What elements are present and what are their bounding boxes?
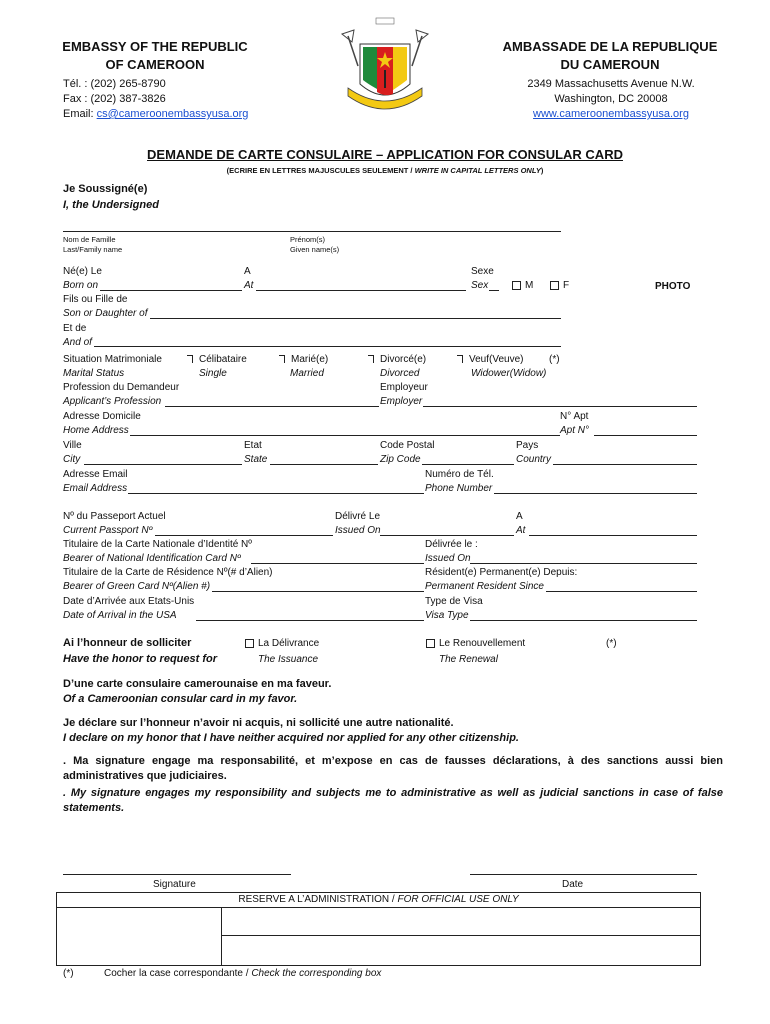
passport-issued-field[interactable] [380, 535, 514, 536]
request-label: Ai l’honneur de solliciter Have the honor to request for [63, 637, 218, 665]
sex-field[interactable] [489, 290, 499, 291]
sex-female-checkbox[interactable]: F [550, 279, 569, 293]
marital-footnote-mark: (*) [549, 354, 560, 365]
profession-label: Profession du Demandeur Applicant’s Profession [63, 382, 180, 407]
last-name-label: Nom de Famille Last/Family name [63, 235, 123, 254]
official-use-title: RESERVE A L’ADMINISTRATION / FOR OFFICIAL USE ONLY [238, 894, 519, 905]
employer-label: Employeur Employer [380, 382, 428, 407]
national-id-label: Titulaire de la Carte Nationale d’Identité Nº Bearer of National Identification Card Nº [63, 539, 252, 564]
sex-label: Sexe Sex [471, 266, 494, 291]
sex-male-checkbox[interactable]: M [512, 279, 533, 293]
header-left-title-line2: OF CAMEROON [105, 57, 205, 72]
birthplace-label: A At [244, 266, 254, 291]
arrival-date-field[interactable] [196, 620, 424, 621]
checkbox-icon [426, 639, 435, 648]
header-right-title-line2: DU CAMEROUN [560, 57, 660, 72]
checkbox-icon [187, 355, 193, 363]
national-id-issued-field[interactable] [470, 563, 697, 564]
official-use-header-row [57, 893, 700, 908]
national-id-field[interactable] [251, 563, 424, 564]
phone-label: Numéro de Tél. Phone Number [425, 469, 494, 494]
name-field-line[interactable] [63, 231, 561, 232]
email-field[interactable] [128, 493, 424, 494]
renewal-checkbox[interactable]: Le Renouvellement The Renewal [426, 637, 525, 667]
city-field[interactable] [84, 464, 242, 465]
footnote-text: Cocher la case correspondante / Check the corresponding box [104, 968, 382, 979]
marital-status-label: Situation Matrimoniale Marital Status [63, 354, 162, 379]
national-id-issued-label: Délivrée le : Issued On [425, 539, 478, 564]
state-label: Etat State [244, 440, 268, 465]
citizenship-declaration: Je déclare sur l’honneur n’avoir ni acquis, ni sollicité une autre nationalité. I declare on my honor that I have neither acquired nor applied for any other citizenship. [63, 717, 519, 744]
phone-field[interactable] [494, 493, 697, 494]
checkbox-icon [457, 355, 463, 363]
birthplace-field[interactable] [256, 290, 466, 291]
first-name-label: Prénom(s) Given name(s) [290, 235, 340, 254]
official-use-divider [221, 907, 222, 965]
embassy-website-link[interactable]: www.cameroonembassyusa.org [533, 108, 689, 120]
header-right-address [500, 77, 722, 122]
embassy-email: Email: cs@cameroonembassyusa.org [63, 108, 249, 120]
resident-since-field[interactable] [546, 591, 697, 592]
official-use-box [56, 892, 701, 966]
header-left-title-line1: EMBASSY OF THE REPUBLIC [62, 39, 248, 54]
green-card-field[interactable] [212, 591, 424, 592]
coat-of-arms-emblem [330, 14, 440, 124]
marital-single-option[interactable]: Célibataire Single [187, 353, 247, 381]
header-left-contacts [63, 77, 248, 122]
form-subtitle: (ECRIRE EN LETTRES MAJUSCULES SEULEMENT / WRITE IN CAPITAL LETTERS ONLY) [226, 166, 544, 175]
parent1-field[interactable] [150, 318, 561, 319]
embassy-phone: Tél. : (202) 265-8790 [63, 78, 166, 90]
responsibility-statement-fr: . Ma signature engage ma responsabilité, et m’expose en cas de fausses déclarations, à des sanctions aussi bien administratives que judiciaires. [63, 755, 723, 782]
born-on-field[interactable] [100, 290, 242, 291]
passport-place-label: A At [516, 511, 526, 536]
city-label: Ville City [63, 440, 82, 465]
parent2-label: Et de And of [63, 323, 92, 348]
parent2-field[interactable] [94, 346, 561, 347]
issuance-checkbox[interactable]: La Délivrance The Issuance [245, 637, 319, 667]
resident-since-label: Résident(e) Permanent(e) Depuis: Permanent Resident Since [425, 567, 578, 592]
green-card-label: Titulaire de la Carte de Résidence Nº(# d’Alien) Bearer of Green Card Nº(Alien #) [63, 567, 273, 592]
born-label: Né(e) Le Born on [63, 266, 102, 291]
checkbox-icon [550, 281, 559, 290]
country-label: Pays Country [516, 440, 552, 465]
employer-field[interactable] [423, 406, 697, 407]
checkbox-icon [245, 639, 254, 648]
marital-widow-option[interactable]: Veuf(Veuve) Widower(Widow) [457, 353, 546, 381]
checkbox-icon [368, 355, 374, 363]
country-field[interactable] [553, 464, 697, 465]
passport-label: Nº du Passeport Actuel Current Passport Nº [63, 511, 166, 536]
responsibility-statement-en: . My signature engages my responsibility and subjects me to administrative as well as judicial sanctions in case of false statements. [63, 787, 723, 814]
card-request-statement: D’une carte consulaire camerounaise en ma faveur. Of a Cameroonian consular card in my favor. [63, 678, 332, 705]
form-title: DEMANDE DE CARTE CONSULAIRE – APPLICATION FOR CONSULAR CARD [147, 147, 623, 162]
signature-field[interactable] [63, 874, 291, 875]
date-label: Date [562, 879, 584, 890]
checkbox-icon [512, 281, 521, 290]
marital-married-option[interactable]: Marié(e) Married [279, 353, 328, 381]
checkbox-icon [279, 355, 285, 363]
email-label: Adresse Email Email Address [63, 469, 128, 494]
request-footnote-mark: (*) [606, 638, 617, 649]
passport-issued-label: Délivré Le Issued On [335, 511, 381, 536]
visa-type-label: Type de Visa Visa Type [425, 596, 483, 621]
arrival-date-label: Date d’Arrivée aux Etats-Unis Date of Arrival in the USA [63, 596, 195, 621]
undersigned-label: Je Soussigné(e) I, the Undersigned [63, 183, 159, 211]
header-left-title [40, 38, 270, 74]
zip-label: Code Postal Zip Code [380, 440, 435, 465]
official-use-row-divider [221, 935, 700, 936]
passport-field[interactable] [155, 535, 333, 536]
marital-divorced-option[interactable]: Divorcé(e) Divorced [368, 353, 426, 381]
signature-label: Signature [153, 879, 196, 890]
passport-place-field[interactable] [529, 535, 697, 536]
photo-label: PHOTO [655, 281, 691, 292]
visa-type-field[interactable] [470, 620, 697, 621]
embassy-email-link[interactable]: cs@cameroonembassyusa.org [96, 108, 249, 120]
footnote-mark: (*) [63, 968, 74, 979]
apt-field[interactable] [594, 435, 697, 436]
home-address-label: Adresse Domicile Home Address [63, 411, 141, 436]
date-field[interactable] [470, 874, 697, 875]
zip-field[interactable] [422, 464, 514, 465]
state-field[interactable] [270, 464, 378, 465]
embassy-fax: Fax : (202) 387-3826 [63, 93, 166, 105]
parent1-label: Fils ou Fille de Son or Daughter of [63, 294, 148, 319]
embassy-street: 2349 Massachusetts Avenue N.W. [527, 78, 695, 90]
header-right-title [490, 38, 730, 74]
embassy-city: Washington, DC 20008 [554, 93, 668, 105]
profession-field[interactable] [165, 406, 379, 407]
header-right-title-line1: AMBASSADE DE LA REPUBLIQUE [502, 39, 718, 54]
apt-label: N° Apt Apt N° [560, 411, 590, 436]
home-address-field[interactable] [130, 435, 560, 436]
